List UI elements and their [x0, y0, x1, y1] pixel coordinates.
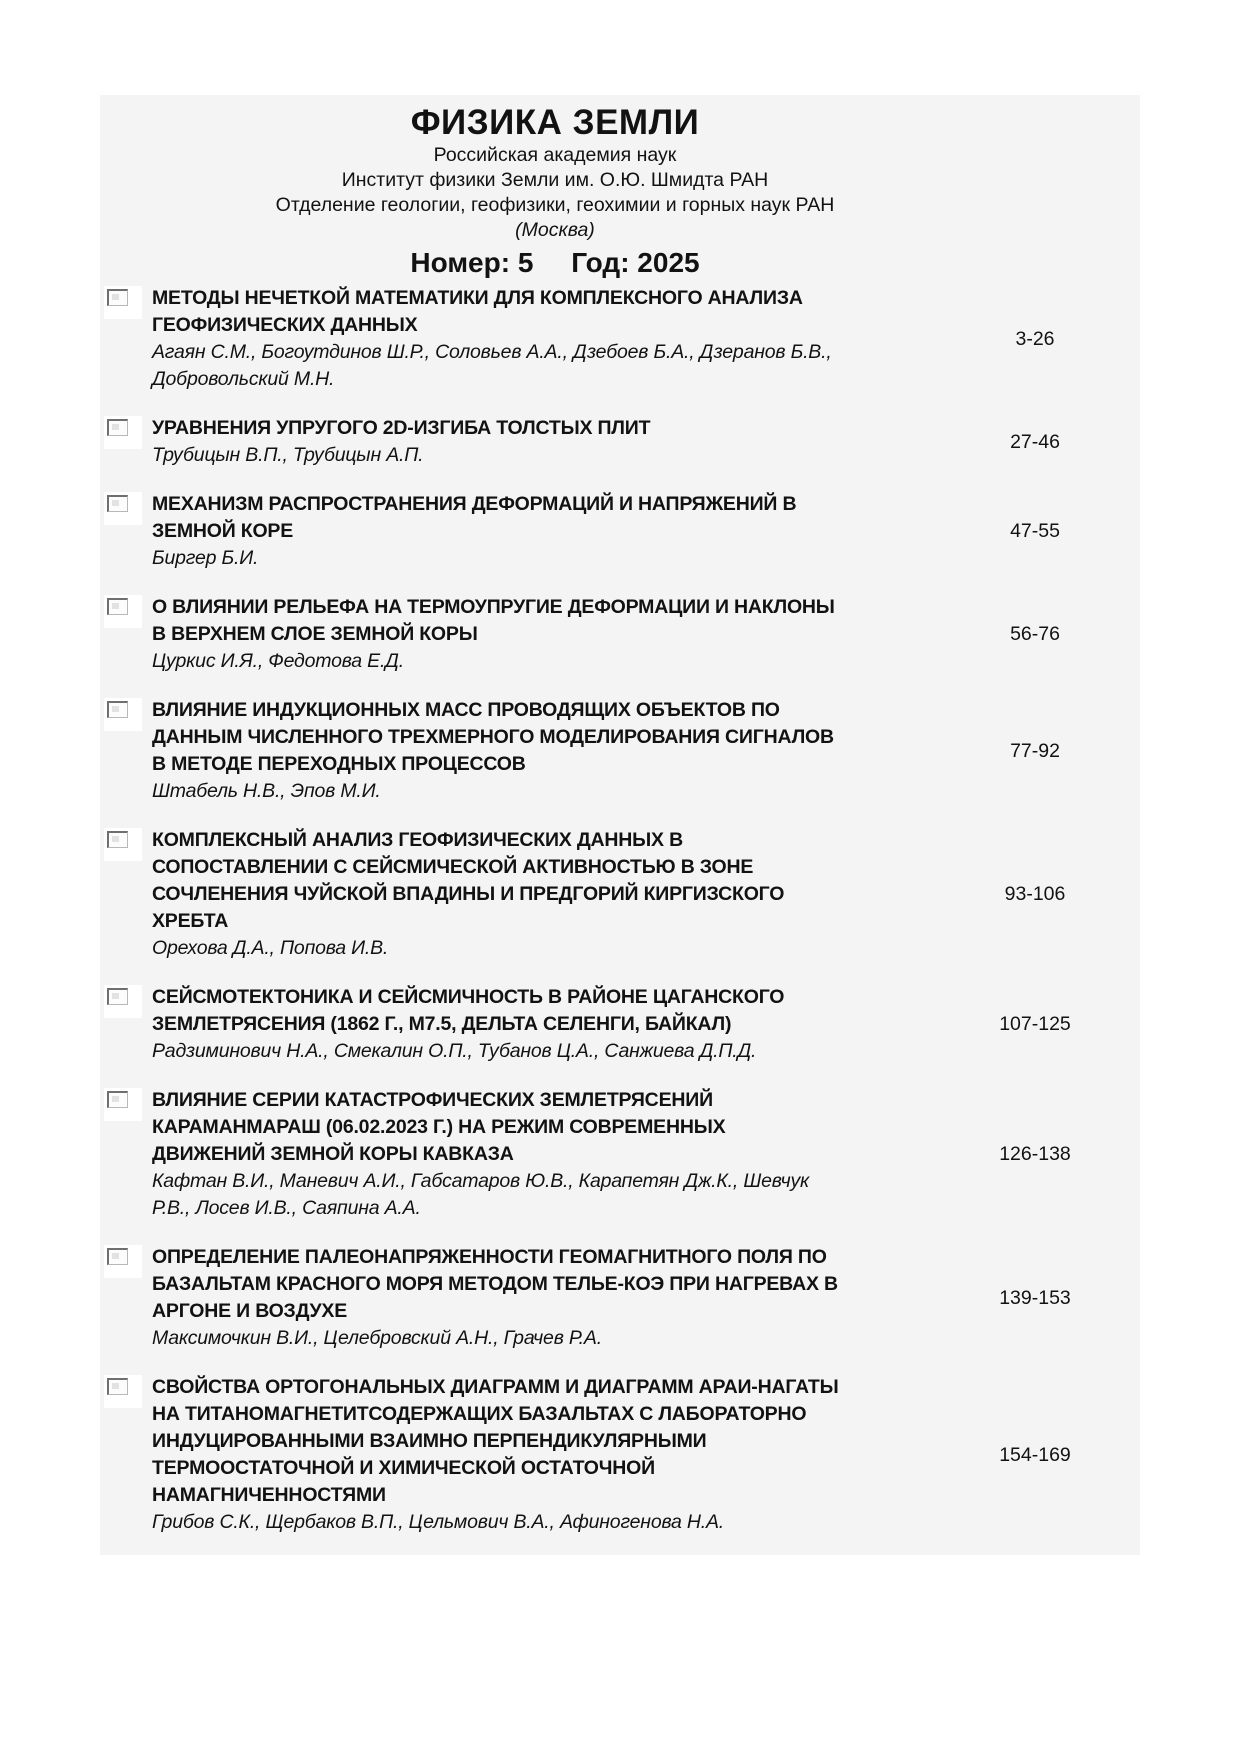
- article-info: [152, 1244, 842, 1352]
- article-info: [152, 1087, 842, 1222]
- article-page-range: 77-92: [1010, 739, 1060, 762]
- checkbox-icon: [107, 495, 128, 512]
- article-title: МЕТОДЫ НЕЧЕТКОЙ МАТЕМАТИКИ ДЛЯ КОМПЛЕКСНОГО АНАЛИЗА ГЕОФИЗИЧЕСКИХ ДАННЫХ: [152, 287, 803, 336]
- article-authors: Штабель Н.В., Эпов М.И.: [152, 780, 381, 802]
- entry-icon-cell: [104, 1087, 152, 1121]
- toc-entry: [104, 1374, 1140, 1536]
- article-info: [152, 984, 842, 1065]
- entry-icon-cell: [104, 594, 152, 628]
- entry-icon-cell: [104, 491, 152, 525]
- checkbox-icon: [107, 701, 128, 718]
- entry-checkbox[interactable]: [104, 492, 142, 525]
- article-page-range: 126-138: [999, 1143, 1071, 1165]
- toc-entry: [104, 594, 1140, 675]
- checkbox-icon: [107, 988, 128, 1005]
- journal-org-line-institute: Институт физики Земли им. О.Ю. Шмидта РАН: [341, 169, 769, 191]
- journal-org-line-department: Отделение геологии, геофизики, геохимии и горных наук РАН: [275, 194, 835, 216]
- article-page-range: 3-26: [1015, 327, 1055, 350]
- entry-checkbox[interactable]: [104, 1245, 142, 1278]
- entry-checkbox[interactable]: [104, 698, 142, 731]
- entry-checkbox[interactable]: [104, 985, 142, 1018]
- article-page-range: 27-46: [1010, 430, 1060, 453]
- toc-entry: [104, 285, 1140, 393]
- toc-entry: [104, 415, 1140, 469]
- article-authors: Орехова Д.А., Попова И.В.: [152, 937, 389, 959]
- toc-entry: [104, 984, 1140, 1065]
- entry-checkbox[interactable]: [104, 1375, 142, 1408]
- journal-title: ФИЗИКА ЗЕМЛИ: [410, 103, 700, 142]
- toc-entry: [104, 1244, 1140, 1352]
- article-info: [152, 1374, 842, 1536]
- article-info: [152, 697, 842, 805]
- article-title: СЕЙСМОТЕКТОНИКА И СЕЙСМИЧНОСТЬ В РАЙОНЕ ЦАГАНСКОГО ЗЕМЛЕТРЯСЕНИЯ (1862 Г., М7.5, ДЕЛЬТА СЕЛЕНГИ, БАЙКАЛ): [152, 986, 785, 1035]
- article-page-range: 139-153: [999, 1286, 1071, 1309]
- toc-entry: [104, 491, 1140, 572]
- toc-entry: [104, 697, 1140, 805]
- article-title: О ВЛИЯНИИ РЕЛЬЕФА НА ТЕРМОУПРУГИЕ ДЕФОРМАЦИИ И НАКЛОНЫ В ВЕРХНЕМ СЛОЕ ЗЕМНОЙ КОРЫ: [152, 596, 835, 645]
- article-title: КОМПЛЕКСНЫЙ АНАЛИЗ ГЕОФИЗИЧЕСКИХ ДАННЫХ В СОПОСТАВЛЕНИИ С СЕЙСМИЧЕСКОЙ АКТИВНОСТЬЮ В ЗОНЕ СОЧЛЕНЕНИЯ ЧУЙСКОЙ ВПАДИНЫ И ПРЕДГОРИЙ КИРГИЗСКОГО ХРЕБТА: [152, 829, 785, 932]
- article-page-range: 93-106: [1004, 883, 1066, 905]
- article-title: УРАВНЕНИЯ УПРУГОГО 2D-ИЗГИБА ТОЛСТЫХ ПЛИТ: [152, 417, 651, 439]
- checkbox-icon: [107, 1378, 128, 1395]
- article-authors: Радзиминович Н.А., Смекалин О.П., Тубанов Ц.А., Санжиева Д.П.Д.: [152, 1040, 757, 1062]
- article-title: ВЛИЯНИЕ СЕРИИ КАТАСТРОФИЧЕСКИХ ЗЕМЛЕТРЯСЕНИЙ КАРАМАНМАРАШ (06.02.2023 Г.) НА РЕЖИМ СОВРЕМЕННЫХ ДВИЖЕНИЙ ЗЕМНОЙ КОРЫ КАВКАЗА: [152, 1089, 726, 1165]
- article-info: [152, 827, 842, 962]
- entry-checkbox[interactable]: [104, 828, 142, 861]
- article-title: МЕХАНИЗМ РАСПРОСТРАНЕНИЯ ДЕФОРМАЦИЙ И НАПРЯЖЕНИЙ В ЗЕМНОЙ КОРЕ: [152, 493, 797, 542]
- checkbox-icon: [107, 831, 128, 848]
- toc-entry: [104, 1087, 1140, 1222]
- toc-entry: [104, 827, 1140, 962]
- issue-year-line: [100, 246, 1010, 280]
- entry-checkbox[interactable]: [104, 1088, 142, 1121]
- journal-toc-panel: [100, 95, 1140, 1555]
- entry-icon-cell: [104, 1244, 152, 1278]
- entry-icon-cell: [104, 415, 152, 449]
- article-page-range: 107-125: [999, 1013, 1071, 1035]
- entry-icon-cell: [104, 697, 152, 731]
- checkbox-icon: [107, 289, 128, 306]
- article-info: [152, 285, 842, 393]
- article-info: [152, 491, 842, 572]
- toc-list: [100, 285, 1140, 1536]
- article-authors: Максимочкин В.И., Целебровский А.Н., Грачев Р.А.: [152, 1327, 602, 1349]
- article-authors: Агаян С.М., Богоутдинов Ш.Р., Соловьев А.А., Дзебоев Б.А., Дзеранов Б.В., Добровольский М.Н.: [152, 341, 832, 390]
- article-page-range: 56-76: [1010, 623, 1060, 645]
- checkbox-icon: [107, 1091, 128, 1108]
- entry-icon-cell: [104, 984, 152, 1018]
- article-page-range: 47-55: [1010, 520, 1060, 542]
- article-authors: Трубицын В.П., Трубицын А.П.: [152, 444, 424, 466]
- article-authors: Биргер Б.И.: [152, 547, 259, 569]
- entry-icon-cell: [104, 1374, 152, 1408]
- checkbox-icon: [107, 419, 128, 436]
- article-page-range: 154-169: [999, 1443, 1071, 1466]
- entry-icon-cell: [104, 285, 152, 319]
- entry-checkbox[interactable]: [104, 416, 142, 449]
- entry-checkbox[interactable]: [104, 286, 142, 319]
- article-title: ВЛИЯНИЕ ИНДУКЦИОННЫХ МАСС ПРОВОДЯЩИХ ОБЪЕКТОВ ПО ДАННЫМ ЧИСЛЕННОГО ТРЕХМЕРНОГО МОДЕЛИРОВАНИЯ СИГНАЛОВ В МЕТОДЕ ПЕРЕХОДНЫХ ПРОЦЕССОВ: [152, 699, 834, 775]
- journal-header: [100, 103, 1010, 280]
- journal-city: (Москва): [515, 219, 595, 241]
- checkbox-icon: [107, 598, 128, 615]
- article-info: [152, 415, 842, 469]
- issue-year-label: Год: 2025: [571, 247, 700, 278]
- article-title: СВОЙСТВА ОРТОГОНАЛЬНЫХ ДИАГРАММ И ДИАГРАММ АРАИ-НАГАТЫ НА ТИТАНОМАГНЕТИТСОДЕРЖАЩИХ БАЗАЛЬТАХ С ЛАБОРАТОРНО ИНДУЦИРОВАННЫМИ ВЗАИМНО ПЕРПЕНДИКУЛЯРНЫМИ ТЕРМООСТАТОЧНОЙ И ХИМИЧЕСКОЙ ОСТАТОЧНОЙ НАМАГНИЧЕННОСТЯМИ: [152, 1376, 839, 1506]
- article-authors: Грибов С.К., Щербаков В.П., Цельмович В.А., Афиногенова Н.А.: [152, 1511, 725, 1533]
- entry-icon-cell: [104, 827, 152, 861]
- article-authors: Кафтан В.И., Маневич А.И., Габсатаров Ю.В., Карапетян Дж.К., Шевчук Р.В., Лосев И.В., Саяпина А.А.: [152, 1170, 810, 1219]
- journal-org-line-academy: Российская академия наук: [433, 144, 677, 166]
- entry-checkbox[interactable]: [104, 595, 142, 628]
- article-info: [152, 594, 842, 675]
- issue-number-label: Номер: 5: [410, 247, 534, 278]
- checkbox-icon: [107, 1248, 128, 1265]
- article-authors: Цуркис И.Я., Федотова Е.Д.: [152, 650, 404, 672]
- article-title: ОПРЕДЕЛЕНИЕ ПАЛЕОНАПРЯЖЕННОСТИ ГЕОМАГНИТНОГО ПОЛЯ ПО БАЗАЛЬТАМ КРАСНОГО МОРЯ МЕТОДОМ ТЕЛЬЕ-КОЭ ПРИ НАГРЕВАХ В АРГОНЕ И ВОЗДУХЕ: [152, 1246, 838, 1322]
